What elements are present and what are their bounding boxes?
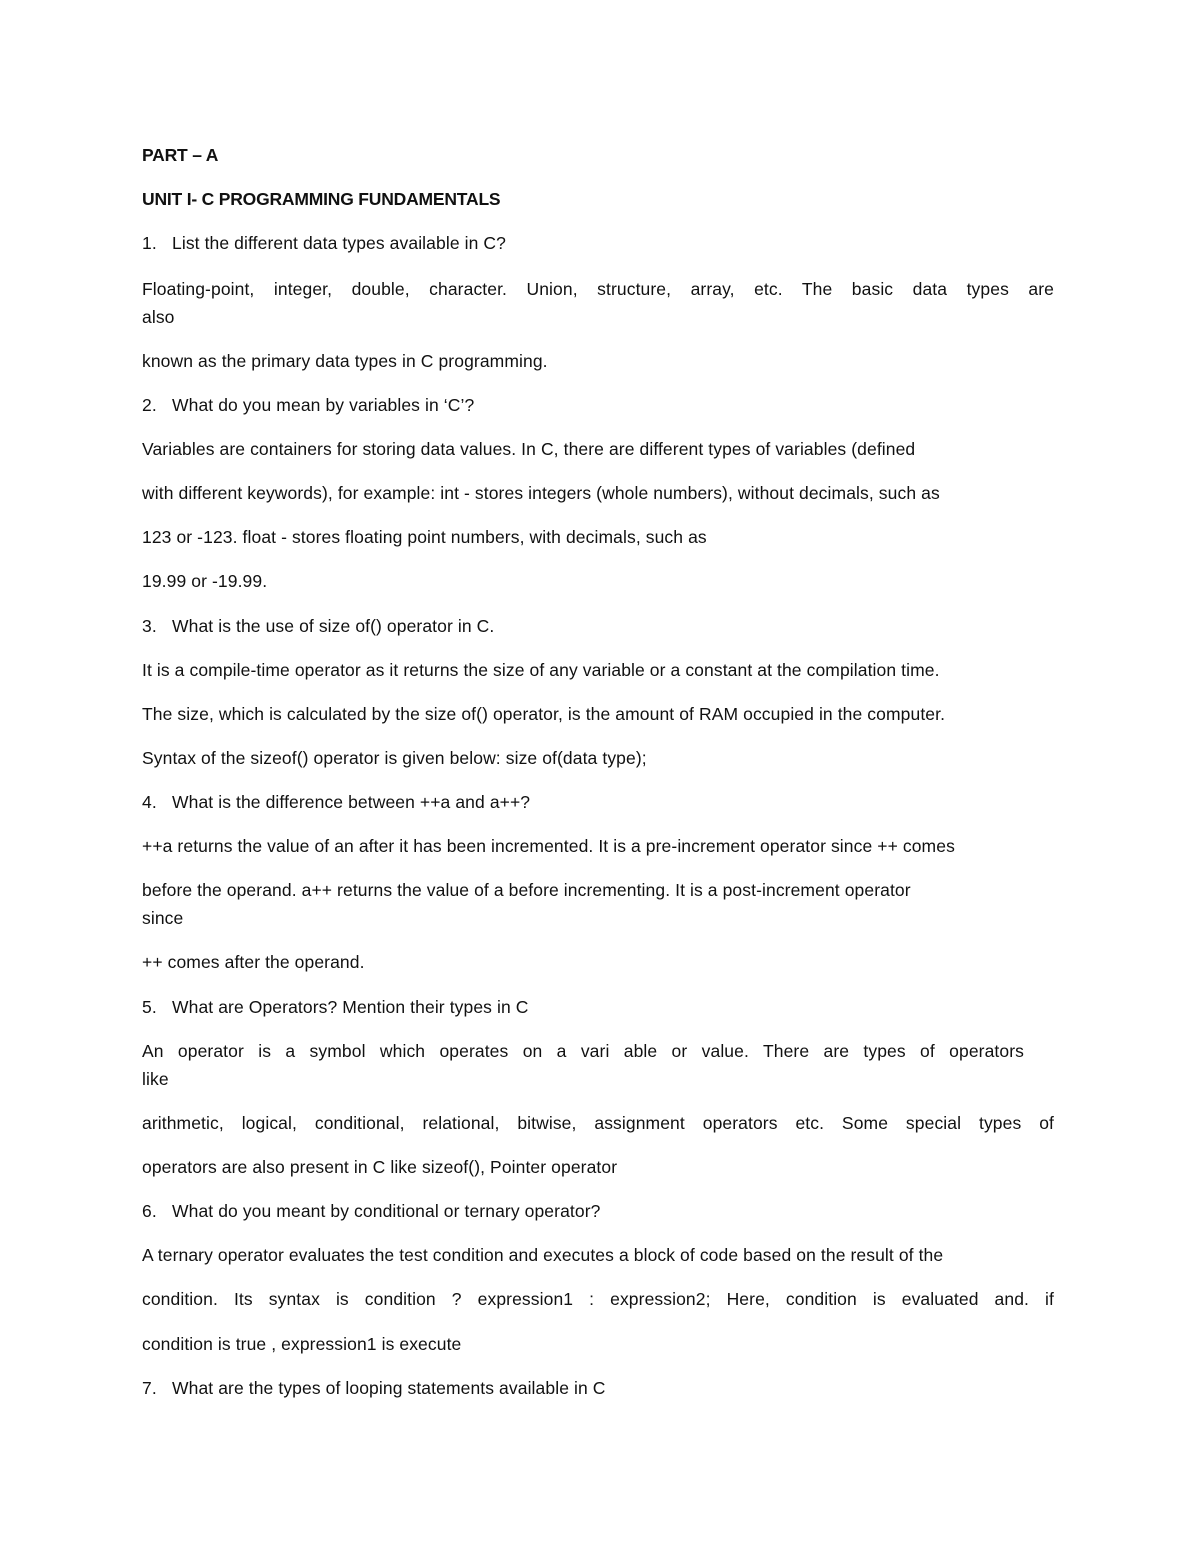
answer-2-line-3: 123 or -123. float - stores floating point numbers, with decimals, such as [142,527,707,547]
answer-5-line-3: arithmetic, logical, conditional, relational, bitwise, assignment operators etc. Some special types of [142,1113,1054,1133]
question-text: List the different data types available in C? [172,233,506,253]
question-7 [142,1377,606,1399]
question-6 [142,1200,600,1222]
question-text: What are the types of looping statements available in C [172,1378,606,1398]
question-1 [142,232,506,254]
answer-3-line-2: The size, which is calculated by the size of() operator, is the amount of RAM occupied in the computer. [142,704,946,724]
answer-4-line-3: since [142,908,184,928]
answer-6-line-2: condition. Its syntax is condition ? expression1 : expression2; Here, condition is evaluated and. if [142,1289,1054,1309]
answer-1-line-1: Floating-point, integer, double, character. Union, structure, array, etc. The basic data types are [142,279,1054,299]
question-number: 3. [142,616,157,636]
question-number: 6. [142,1201,157,1221]
part-title: PART – A [142,145,219,165]
question-text: What do you mean by variables in ‘C’? [172,395,475,415]
question-number: 5. [142,997,157,1017]
question-text: What is the use of size of() operator in C. [172,616,495,636]
question-5 [142,996,529,1018]
question-number: 1. [142,233,157,253]
answer-6-line-1: A ternary operator evaluates the test condition and executes a block of code based on the result of the [142,1245,944,1265]
answer-1-line-2: also [142,307,175,327]
answer-5-line-1: An operator is a symbol which operates on a vari able or value. There are types of operators [142,1041,1024,1061]
answer-3-line-3: Syntax of the sizeof() operator is given below: size of(data type); [142,748,647,768]
answer-2-line-4: 19.99 or -19.99. [142,571,268,591]
question-number: 4. [142,792,157,812]
question-4 [142,791,530,813]
question-3 [142,615,494,637]
answer-3-line-1: It is a compile-time operator as it returns the size of any variable or a constant at the compilation time. [142,660,940,680]
answer-4-line-2: before the operand. a++ returns the value of a before incrementing. It is a post-increment operator [142,880,911,900]
question-text: What are Operators? Mention their types in C [172,997,529,1017]
question-text: What is the difference between ++a and a++? [172,792,531,812]
unit-title: UNIT I- C PROGRAMMING FUNDAMENTALS [142,189,501,209]
answer-1-line-3: known as the primary data types in C programming. [142,351,548,371]
question-number: 2. [142,395,157,415]
answer-2-line-1: Variables are containers for storing data values. In C, there are different types of variables (defined [142,439,916,459]
answer-5-line-2: like [142,1069,169,1089]
answer-4-line-4: ++ comes after the operand. [142,952,365,972]
answer-5-line-4: operators are also present in C like sizeof(), Pointer operator [142,1157,618,1177]
answer-6-line-3: condition is true , expression1 is execute [142,1334,462,1354]
answer-2-line-2: with different keywords), for example: int - stores integers (whole numbers), without decimals, such as [142,483,940,503]
answer-4-line-1: ++a returns the value of an after it has been incremented. It is a pre-increment operator since ++ comes [142,836,955,856]
question-number: 7. [142,1378,157,1398]
question-2 [142,394,474,416]
question-text: What do you meant by conditional or ternary operator? [172,1201,601,1221]
